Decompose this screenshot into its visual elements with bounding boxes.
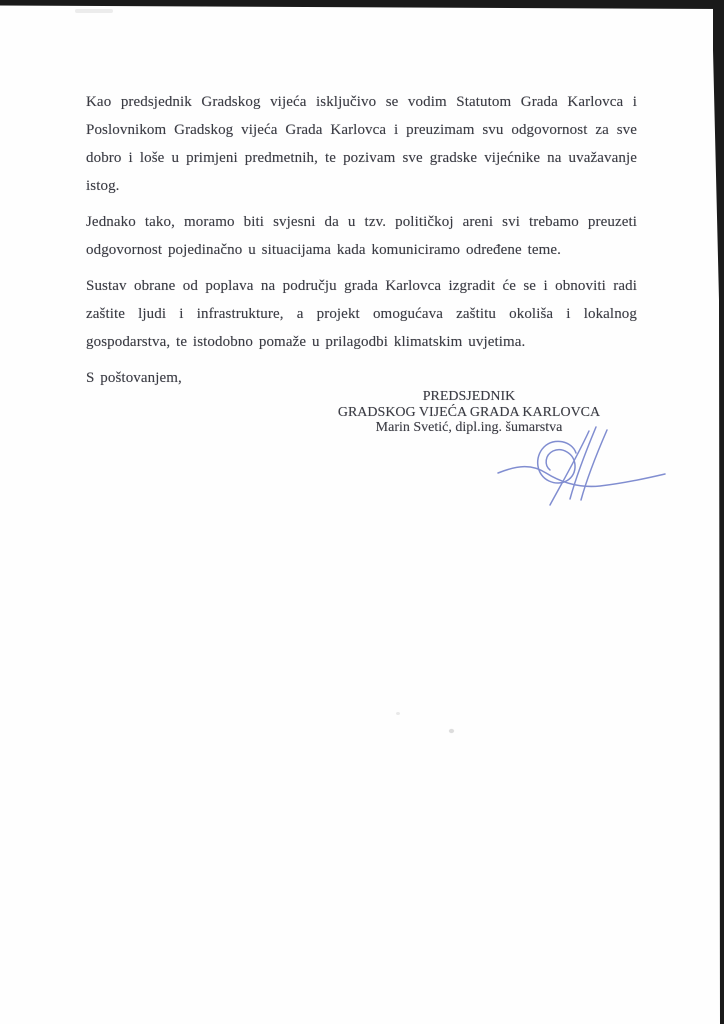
paragraph-statute: Kao predsjednik Gradskog vijeća isključivo se vodim Statutom Grada Karlovca i Poslovnikom Gradskog vijeća Grada Karlovca i preuzimam svu odgovornost za sve dobro i loše u primjeni predmetnih, te pozivam sve gradske vijećnike na uvažavanje istog. — [86, 94, 637, 194]
signature-slash-stroke-1 — [570, 427, 596, 499]
paragraph-political-arena: Jednako tako, moramo biti svjesni da u tzv. političkoj areni svi trebamo preuzeti odgovornost pojedinačno u situacijama kada komuniciramo određene teme. — [86, 214, 637, 258]
letter-body — [86, 88, 637, 400]
closing-salutation: S poštovanjem, — [86, 370, 182, 386]
scan-edge-top — [0, 0, 724, 9]
scan-speck — [449, 729, 454, 733]
scan-speck — [396, 712, 400, 715]
scan-smudge — [75, 9, 113, 13]
signatory-name: Marin Svetić, dipl.ing. šumarstva — [375, 420, 563, 435]
signatory-title: PREDSJEDNIK — [422, 389, 516, 404]
scan-edge-right — [713, 0, 724, 1024]
signature-sweep-stroke — [498, 467, 665, 487]
paragraph-flood-defense: Sustav obrane od poplava na području grada Karlovca izgradit će se i obnoviti radi zaštite ljudi i infrastrukture, a projekt omogućava zaštitu okoliša i lokalnog gospodarstva, te istodobno pomaže u prilagodbi klimatskim uvjetima. — [86, 278, 637, 350]
handwritten-signature-ink — [492, 415, 672, 515]
signature-loop-stroke — [538, 441, 576, 483]
signatory-organization: GRADSKOG VIJEĆA GRADA KARLOVCA — [337, 404, 601, 420]
